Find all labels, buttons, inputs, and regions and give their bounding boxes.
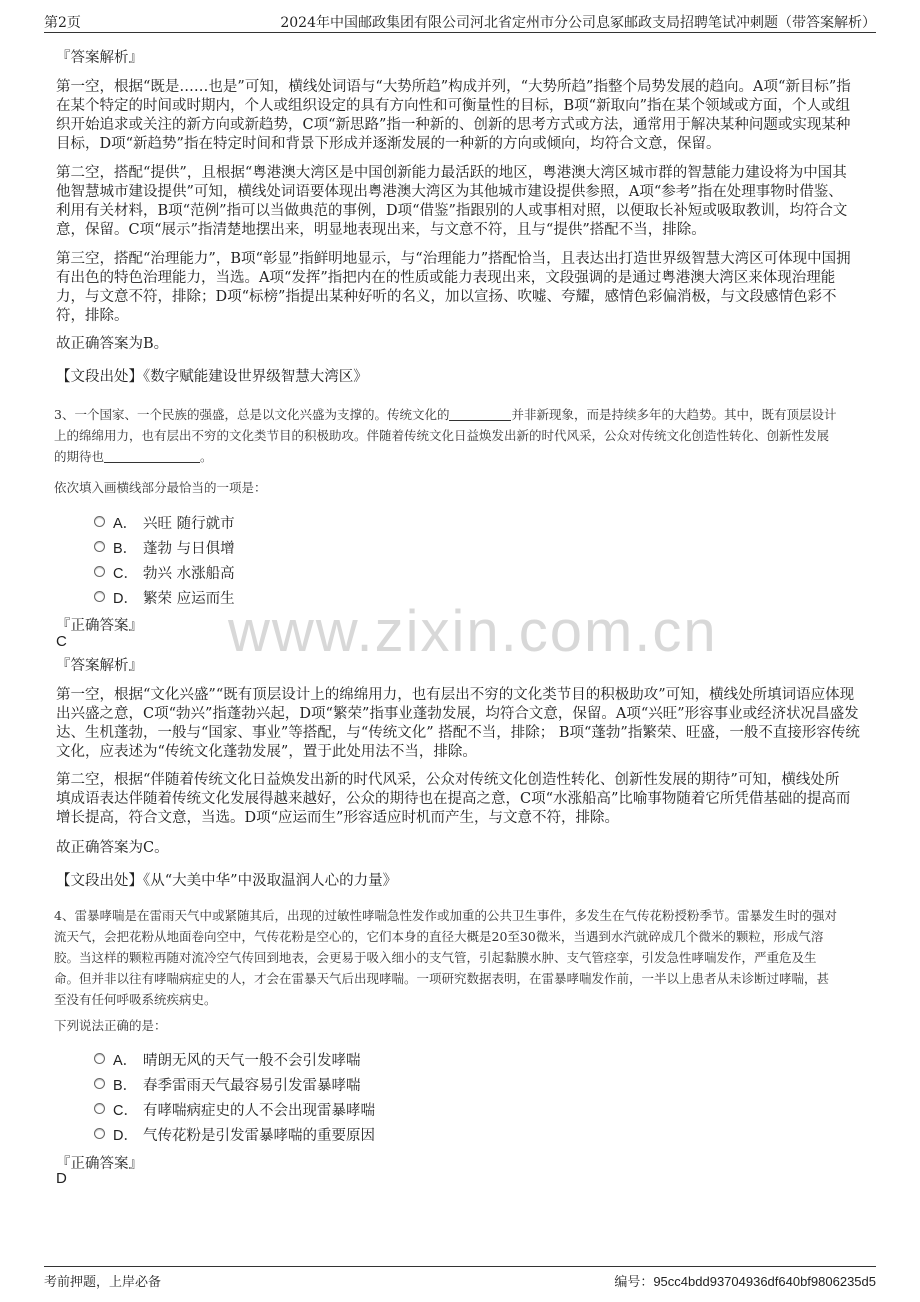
text-line: 流天气，会把花粉从地面卷向空中，气传花粉是空心的，它们本身的直径大概是20至30微米，当遇到水汽就碎成几个微米的颗粒，形成气溶 (54, 929, 824, 944)
q3-conclusion: 故正确答案为C。 (56, 840, 169, 856)
text-line: 第一空，根据“既是……也是”可知，横线处词语与“大势所趋”构成并列，“大势所趋”指整个局势发展的趋向。A项“新目标”指 (56, 79, 851, 95)
q4-option-c[interactable]: C． 有哮喘病症史的人不会出现雷暴哮喘 (94, 1099, 375, 1121)
text-line: 胶。当这样的颗粒再随对流冷空气传回到地表，会更易于吸入细小的支气管，引起黏膜水肿、支气管痉挛，引发急性哮喘发作，严重危及生 (54, 950, 817, 965)
q4-answer: D (56, 1170, 67, 1187)
page-number: 第2页 (44, 15, 81, 31)
text-line: 符，排除。 (56, 308, 129, 324)
text-line: 目标，D项“新趋势”指在特定时间和背景下形成并逐渐发展的一种新的方向或倾向，均符合文意，保留。 (56, 136, 721, 152)
radio-icon[interactable] (94, 516, 105, 527)
watermark: www.zixin.com.cn (228, 599, 718, 664)
text-line: 力，与文意不符，排除；D项“标榜”指提出某种好听的名义，加以宣扬、吹嘘、夸耀，感情色彩偏消极，与文段感情色彩不 (56, 289, 837, 305)
q2-analysis-para2 (56, 164, 868, 240)
q3-answer: C (56, 633, 67, 650)
text-line: 填成语表达伴随着传统文化发展得越来越好，公众的期待也在提高之意，C项“水涨船高”比喻事物随着它所凭借基础的提高而 (56, 791, 851, 807)
q3-source: 【文段出处】《从“大美中华”中汲取温润人心的力量》 (56, 873, 398, 889)
q3-prompt: 依次填入画横线部分最恰当的一项是： (54, 480, 267, 495)
text-line: 增长提高，符合文意，当选。D项“应运而生”形容适应时机而产生，与文意不符，排除。 (56, 810, 619, 826)
text-line: 意，保留。C项“展示”指清楚地摆出来，明显地表现出来，与文意不符，且与“提供”搭配不当，排除。 (56, 222, 706, 238)
page-footer (44, 1266, 876, 1291)
q3-option-c[interactable]: C． 勃兴 水涨船高 (94, 562, 235, 584)
q2-analysis-para1 (56, 78, 868, 154)
text-line: 第二空，根据“伴随着传统文化日益焕发出新的时代风采，公众对传统文化创造性转化、创新性发展的期待”可知，横线处所 (56, 772, 840, 788)
text-line: 出兴盛之意，C项“勃兴”指蓬勃兴起，D项“繁荣”指事业蓬勃发展，均符合文意，保留。A项“兴旺”形容事业或经济状况昌盛发 (56, 706, 859, 722)
q3-analysis-para2 (56, 771, 868, 828)
q3-option-b[interactable]: B． 蓬勃 与日俱增 (94, 537, 235, 559)
q2-analysis-label: 『答案解析』 (56, 50, 143, 66)
text-line: 织开始追求或关注的新方向或新趋势，C项“新思路”指一种新的、创新的思考方式或方法，通常用于解决某种问题或实现某种 (56, 117, 851, 133)
text-line: 至没有任何呼吸系统疾病史。 (54, 992, 217, 1007)
radio-icon[interactable] (94, 1078, 105, 1089)
q3-stem: 3、一个国家、一个民族的强盛，总是以文化兴盛为支撑的。传统文化的 并非新现象，而是持续多年的大趋势。其中，既有顶层设计 上的绵绵用力，也有层出不穷的文化类节目的积极助攻。伴随着传统文化日益焕发出新的时代风采，公众对传统文化创造性转化、创新性发展 的期待也 。 (54, 407, 837, 464)
q4-option-b[interactable]: B． 春季雷雨天气最容易引发雷暴哮喘 (94, 1074, 361, 1096)
text-line: 有出色的特色治理能力，当选。A项“发挥”指把内在的性质或能力表现出来，文段强调的是通过粤港澳大湾区来体现治理能 (56, 270, 836, 286)
q3-analysis-para1 (56, 686, 868, 762)
radio-icon[interactable] (94, 1053, 105, 1064)
text-line: 第一空，根据“文化兴盛”“既有顶层设计上的绵绵用力，也有层出不穷的文化类节目的积极助攻”可知，横线处所填词语应体现 (56, 687, 855, 703)
fill-blank (104, 448, 200, 463)
text-line: 达、生机蓬勃，一般与“国家、事业”等搭配，与“传统文化” 搭配不当，排除； B项“蓬勃”指繁荣、旺盛，一般不直接形容传统 (56, 725, 860, 741)
text-line: 命。但并非以往有哮喘病症史的人，才会在雷暴天气后出现哮喘。一项研究数据表明，在雷暴哮喘发作前，一半以上患者从未诊断过哮喘，甚 (54, 971, 830, 986)
q4-prompt: 下列说法正确的是： (54, 1018, 167, 1033)
text-line: 他智慧城市建设提供”可知，横线处词语要体现出粤港澳大湾区为其他城市建设提供参照，A项“参考”指在处理事物时借鉴、 (56, 184, 843, 200)
text-line: 第三空，搭配“治理能力”，B项“彰显”指鲜明地显示，与“治理能力”搭配恰当，且表达出打造世界级智慧大湾区可体现中国拥 (56, 251, 851, 267)
text-line: 在某个特定的时间或时期内，个人或组织设定的具有方向性和可衡量性的目标，B项“新取向”指在某个领域或方面，个人或组 (56, 98, 850, 114)
text-line: 4、雷暴哮喘是在雷雨天气中或紧随其后，出现的过敏性哮喘急性发作或加重的公共卫生事件，多发生在气传花粉授粉季节。雷暴发生时的强对 (54, 908, 837, 923)
radio-icon[interactable] (94, 541, 105, 552)
q3-analysis-label: 『答案解析』 (56, 658, 143, 674)
q4-stem (54, 905, 868, 1010)
q2-analysis-para3 (56, 250, 868, 326)
footer-slogan: 考前押题，上岸必备 (44, 1275, 162, 1290)
q3-option-d[interactable]: D． 繁荣 应运而生 (94, 587, 235, 609)
text-line: 文化，应表述为“传统文化蓬勃发展”，置于此处用法不当，排除。 (56, 744, 477, 760)
q3-option-a[interactable]: A． 兴旺 随行就市 (94, 512, 235, 534)
q4-option-d[interactable]: D． 气传花粉是引发雷暴哮喘的重要原因 (94, 1124, 375, 1146)
radio-icon[interactable] (94, 1128, 105, 1139)
text-line: 利用有关材料，B项“范例”指可以当做典范的事例，D项“借鉴”指跟别的人或事相对照，以便取长补短或吸取教训，均符合文 (56, 203, 848, 219)
q4-correct-label: 『正确答案』 (56, 1156, 143, 1172)
q3-correct-label: 『正确答案』 (56, 618, 143, 634)
page-header (44, 10, 876, 33)
radio-icon[interactable] (94, 591, 105, 602)
radio-icon[interactable] (94, 1103, 105, 1114)
q2-source: 【文段出处】《数字赋能建设世界级智慧大湾区》 (56, 369, 368, 385)
text-line: 第二空，搭配“提供”，且根据“粤港澳大湾区是中国创新能力最活跃的地区，粤港澳大湾区城市群的智慧能力建设将为中国其 (56, 165, 847, 181)
document-title: 2024年中国邮政集团有限公司河北省定州市分公司息冢邮政支局招聘笔试冲刺题（带答案解析） (280, 15, 876, 31)
q2-conclusion: 故正确答案为B。 (56, 336, 169, 352)
radio-icon[interactable] (94, 566, 105, 577)
fill-blank (449, 406, 511, 421)
document-id: 编号：95cc4bdd93704936df640bf9806235d5 (614, 1274, 876, 1289)
q4-option-a[interactable]: A． 晴朗无风的天气一般不会引发哮喘 (94, 1049, 361, 1071)
